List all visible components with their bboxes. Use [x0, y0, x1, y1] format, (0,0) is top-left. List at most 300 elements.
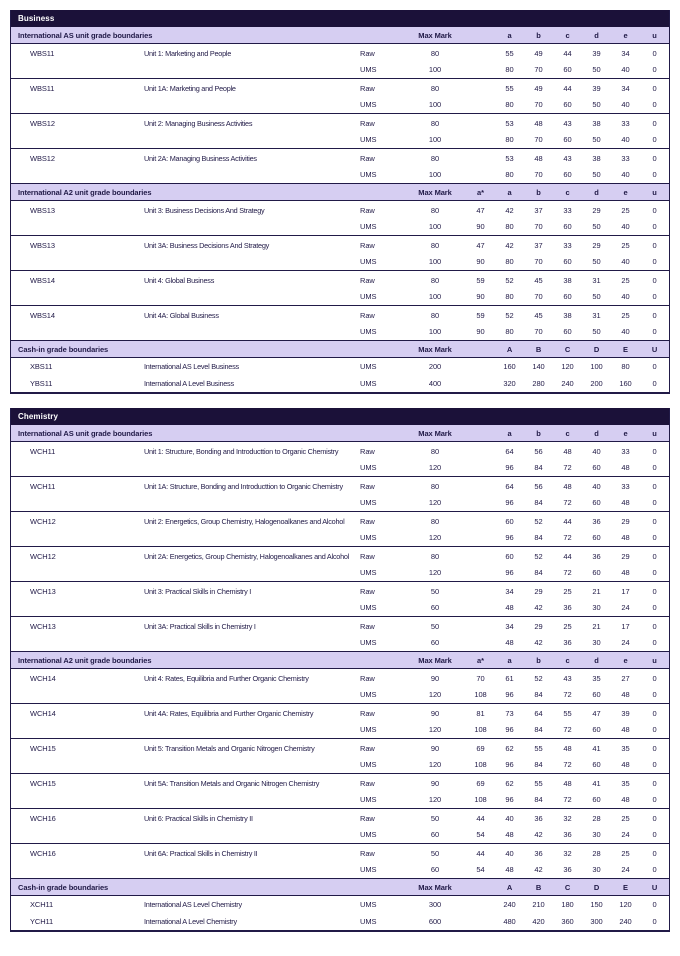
max-mark-label: Max Mark: [418, 655, 452, 665]
unit-group: [11, 617, 669, 652]
unit-code: WCH11: [30, 446, 56, 456]
cash-row: [11, 375, 669, 392]
grade-value: 70: [534, 169, 543, 179]
max-mark-value: 300: [428, 900, 442, 909]
grade-value: 38: [592, 118, 601, 128]
grade-column-header: b: [536, 30, 541, 40]
unit-code: WBS11: [30, 48, 55, 58]
mark-type: UMS: [360, 724, 377, 734]
grade-tables: [10, 10, 670, 932]
mark-type: Raw: [360, 708, 375, 718]
grade-value: 0: [652, 689, 657, 699]
max-mark-value: 120: [428, 567, 442, 577]
grade-column-header: e: [623, 428, 628, 438]
grade-value: 28: [592, 848, 601, 858]
grade-column-header: a*: [477, 187, 484, 197]
section-band: [11, 425, 669, 442]
mark-type: Raw: [360, 446, 375, 456]
grade-value: 0: [652, 829, 657, 839]
mark-type: Raw: [360, 205, 375, 215]
grade-value: 60: [563, 99, 572, 109]
grade-column-header: b: [536, 428, 541, 438]
unit-row: [11, 686, 669, 702]
max-mark-value: 90: [430, 708, 440, 718]
grade-value: 0: [652, 275, 657, 285]
grade-value: 34: [505, 621, 514, 631]
grade-value: 39: [592, 48, 601, 58]
grade-value: 210: [532, 900, 545, 909]
grade-value: 25: [621, 205, 630, 215]
grade-value: 0: [652, 169, 657, 179]
unit-title: Unit 1: Marketing and People: [144, 48, 232, 58]
unit-group: [11, 236, 669, 271]
grade-value: 61: [505, 673, 514, 683]
max-mark-value: 50: [430, 813, 440, 823]
grade-value: 96: [505, 794, 514, 804]
grade-value: 44: [563, 48, 572, 58]
unit-row: [11, 861, 669, 877]
grade-value: 33: [621, 118, 630, 128]
max-mark-value: 400: [428, 379, 442, 388]
mark-type: UMS: [360, 379, 377, 388]
grade-value: 25: [621, 848, 630, 858]
grade-value: 27: [621, 673, 630, 683]
grade-value: 44: [563, 551, 572, 561]
grade-value: 48: [534, 118, 543, 128]
grade-column-header: c: [565, 428, 570, 438]
mark-type: Raw: [360, 673, 375, 683]
unit-row: [11, 791, 669, 807]
grade-value: 50: [592, 99, 601, 109]
unit-group: [11, 896, 669, 913]
grade-value: 0: [652, 291, 657, 301]
grade-value: 35: [592, 673, 601, 683]
unit-group: [11, 114, 669, 149]
grade-column-header: a: [507, 655, 512, 665]
grade-value: 72: [563, 689, 572, 699]
max-mark-value: 50: [430, 586, 440, 596]
grade-value: 300: [590, 917, 603, 926]
unit-code: WCH16: [30, 813, 56, 823]
max-mark-value: 120: [428, 794, 442, 804]
grade-value: 33: [563, 205, 572, 215]
unit-code: WBS14: [30, 275, 55, 285]
section-band: [11, 879, 669, 896]
section-title: International AS unit grade boundaries: [18, 428, 153, 438]
max-mark-value: 90: [430, 673, 440, 683]
max-mark-value: 50: [430, 848, 440, 858]
unit-code: WCH15: [30, 743, 56, 753]
grade-column-header: a: [507, 428, 512, 438]
mark-type: UMS: [360, 362, 377, 371]
grade-value: 62: [505, 743, 514, 753]
grade-value: 29: [621, 516, 630, 526]
max-mark-value: 80: [430, 516, 440, 526]
grade-value: 60: [563, 64, 572, 74]
grade-column-header: e: [623, 30, 628, 40]
grade-value: 48: [563, 743, 572, 753]
grade-value: 48: [505, 864, 514, 874]
grade-value: 84: [534, 724, 543, 734]
unit-group: [11, 306, 669, 341]
grade-value: 60: [505, 551, 514, 561]
grade-value: 54: [476, 829, 485, 839]
grade-value: 36: [592, 551, 601, 561]
grade-value: 21: [592, 586, 601, 596]
unit-group: [11, 271, 669, 306]
grade-value: 0: [652, 99, 657, 109]
mark-type: Raw: [360, 240, 375, 250]
grade-value: 280: [532, 379, 545, 388]
max-mark-value: 100: [428, 326, 442, 336]
max-mark-value: 120: [428, 724, 442, 734]
grade-value: 35: [621, 778, 630, 788]
unit-row: [11, 80, 669, 96]
grade-value: 43: [563, 673, 572, 683]
grade-value: 48: [563, 446, 572, 456]
unit-row: [11, 237, 669, 253]
grade-value: 39: [592, 83, 601, 93]
mark-type: UMS: [360, 497, 377, 507]
grade-value: 0: [652, 759, 657, 769]
grade-value: 0: [652, 778, 657, 788]
grade-column-header: B: [535, 344, 542, 354]
unit-row: [11, 272, 669, 288]
grade-value: 0: [652, 326, 657, 336]
unit-row: [11, 96, 669, 112]
grade-column-header: u: [652, 30, 657, 40]
grade-value: 60: [592, 497, 601, 507]
grade-value: 40: [505, 848, 514, 858]
grade-column-header: U: [651, 882, 658, 892]
grade-value: 480: [503, 917, 516, 926]
grade-value: 90: [476, 256, 485, 266]
max-mark-value: 120: [428, 759, 442, 769]
grade-value: 60: [592, 532, 601, 542]
grade-value: 72: [563, 567, 572, 577]
unit-row: [11, 202, 669, 218]
grade-value: 70: [534, 326, 543, 336]
grade-value: 90: [476, 221, 485, 231]
grade-value: 0: [652, 864, 657, 874]
unit-title: Unit 1A: Marketing and People: [144, 83, 236, 93]
grade-value: 0: [652, 153, 657, 163]
max-mark-value: 200: [428, 362, 442, 371]
grade-value: 33: [563, 240, 572, 250]
grade-column-header: D: [593, 882, 600, 892]
grade-column-header: D: [593, 344, 600, 354]
max-mark-label: Max Mark: [418, 187, 452, 197]
grade-value: 40: [505, 813, 514, 823]
section-band: [11, 341, 669, 358]
grade-value: 32: [563, 848, 572, 858]
grade-column-header: A: [506, 344, 513, 354]
mark-type: Raw: [360, 621, 375, 631]
grade-value: 49: [534, 48, 543, 58]
unit-title: Unit 2A: Energetics, Group Chemistry, Halogenoalkanes and Alcohol: [144, 551, 350, 561]
grade-value: 80: [505, 64, 514, 74]
grade-value: 21: [592, 621, 601, 631]
max-mark-value: 100: [428, 169, 442, 179]
grade-value: 45: [534, 275, 543, 285]
grade-value: 0: [652, 724, 657, 734]
grade-column-header: a: [507, 187, 512, 197]
grade-value: 48: [621, 724, 630, 734]
max-mark-label: Max Mark: [418, 428, 452, 438]
grade-value: 0: [652, 743, 657, 753]
unit-row: [11, 721, 669, 737]
grade-value: 48: [621, 567, 630, 577]
unit-title: Unit 2: Managing Business Activities: [144, 118, 253, 128]
max-mark-label: Max Mark: [418, 882, 452, 892]
grade-value: 48: [534, 153, 543, 163]
grade-value: 69: [476, 778, 485, 788]
grade-value: 0: [652, 900, 657, 909]
grade-value: 70: [534, 134, 543, 144]
max-mark-value: 50: [430, 621, 440, 631]
grade-column-header: d: [594, 428, 599, 438]
grade-value: 84: [534, 689, 543, 699]
grade-value: 25: [621, 240, 630, 250]
max-mark-value: 80: [430, 481, 440, 491]
grade-column-header: E: [623, 882, 628, 892]
unit-row: [11, 845, 669, 861]
grade-value: 73: [505, 708, 514, 718]
mark-type: Raw: [360, 743, 375, 753]
grade-value: 0: [652, 256, 657, 266]
grade-value: 69: [476, 743, 485, 753]
grade-value: 36: [563, 829, 572, 839]
grade-value: 60: [563, 169, 572, 179]
mark-type: UMS: [360, 689, 377, 699]
grade-column-header: u: [652, 655, 657, 665]
grade-value: 40: [592, 481, 601, 491]
unit-row: [11, 131, 669, 147]
max-mark-value: 80: [430, 275, 440, 285]
unit-code: YBS11: [30, 379, 53, 388]
mark-type: UMS: [360, 64, 377, 74]
unit-title: Unit 1A: Structure, Bonding and Introducttion to Organic Chemistry: [144, 481, 343, 491]
max-mark-value: 100: [428, 99, 442, 109]
unit-title: Unit 4: Rates, Equilibria and Further Organic Chemistry: [144, 673, 309, 683]
grade-value: 72: [563, 462, 572, 472]
max-mark-value: 100: [428, 64, 442, 74]
grade-value: 120: [561, 362, 574, 371]
grade-value: 72: [563, 759, 572, 769]
grade-column-header: C: [564, 882, 571, 892]
grade-value: 34: [505, 586, 514, 596]
grade-value: 160: [619, 379, 632, 388]
grade-value: 50: [592, 291, 601, 301]
grade-value: 80: [621, 362, 630, 371]
unit-row: [11, 115, 669, 131]
unit-title: Unit 2A: Managing Business Activities: [144, 153, 257, 163]
max-mark-value: 100: [428, 221, 442, 231]
mark-type: UMS: [360, 917, 377, 926]
section-title: Cash-in grade boundaries: [18, 882, 109, 892]
unit-title: Unit 3A: Business Decisions And Strategy: [144, 240, 270, 250]
grade-value: 60: [563, 134, 572, 144]
unit-code: WCH16: [30, 848, 56, 858]
grade-value: 30: [592, 864, 601, 874]
grade-value: 42: [534, 829, 543, 839]
grade-value: 43: [563, 153, 572, 163]
cash-row: [11, 913, 669, 930]
grade-value: 60: [592, 567, 601, 577]
grade-value: 45: [534, 310, 543, 320]
unit-row: [11, 670, 669, 686]
unit-title: Unit 5A: Transition Metals and Organic Nitrogen Chemistry: [144, 778, 320, 788]
unit-row: [11, 253, 669, 269]
unit-row: [11, 826, 669, 842]
grade-value: 29: [592, 205, 601, 215]
grade-value: 60: [505, 516, 514, 526]
unit-group: [11, 704, 669, 739]
grade-value: 34: [621, 48, 630, 58]
grade-value: 52: [505, 275, 514, 285]
grade-value: 60: [592, 689, 601, 699]
unit-row: [11, 564, 669, 580]
mark-type: UMS: [360, 794, 377, 804]
grade-value: 80: [505, 221, 514, 231]
unit-group: [11, 201, 669, 236]
grade-value: 53: [505, 118, 514, 128]
mark-type: UMS: [360, 134, 377, 144]
max-mark-value: 60: [430, 864, 440, 874]
max-mark-value: 80: [430, 446, 440, 456]
grade-value: 0: [652, 848, 657, 858]
unit-title: Unit 4: Global Business: [144, 275, 215, 285]
grade-value: 48: [621, 532, 630, 542]
grade-value: 84: [534, 794, 543, 804]
unit-row: [11, 634, 669, 650]
grade-column-header: d: [594, 187, 599, 197]
grade-value: 90: [476, 326, 485, 336]
grade-value: 55: [505, 48, 514, 58]
grade-value: 120: [619, 900, 632, 909]
grade-value: 62: [505, 778, 514, 788]
grade-value: 52: [534, 516, 543, 526]
grade-value: 0: [652, 205, 657, 215]
grade-value: 64: [534, 708, 543, 718]
grade-value: 48: [621, 794, 630, 804]
grade-value: 39: [621, 708, 630, 718]
grade-value: 29: [534, 621, 543, 631]
grade-value: 33: [621, 446, 630, 456]
cash-row: [11, 358, 669, 375]
grade-value: 42: [534, 864, 543, 874]
grade-column-header: C: [564, 344, 571, 354]
grade-value: 84: [534, 462, 543, 472]
unit-code: WCH13: [30, 621, 56, 631]
unit-title: Unit 3: Practical Skills in Chemistry I: [144, 586, 252, 596]
grade-value: 0: [652, 621, 657, 631]
grade-value: 48: [621, 689, 630, 699]
grade-value: 48: [505, 637, 514, 647]
grade-value: 30: [592, 602, 601, 612]
grade-value: 70: [534, 221, 543, 231]
unit-title: Unit 4A: Global Business: [144, 310, 219, 320]
grade-column-header: c: [565, 30, 570, 40]
cash-row: [11, 896, 669, 913]
mark-type: UMS: [360, 532, 377, 542]
unit-title: International AS Level Chemistry: [144, 900, 242, 909]
unit-title: Unit 6A: Practical Skills in Chemistry II: [144, 848, 258, 858]
grade-value: 55: [505, 83, 514, 93]
grade-value: 42: [505, 240, 514, 250]
grade-value: 48: [505, 602, 514, 612]
grade-value: 36: [534, 813, 543, 823]
grade-value: 240: [619, 917, 632, 926]
grade-value: 41: [592, 778, 601, 788]
grade-value: 50: [592, 256, 601, 266]
mark-type: Raw: [360, 551, 375, 561]
grade-value: 0: [652, 362, 657, 371]
grade-value: 60: [592, 462, 601, 472]
grade-value: 64: [505, 446, 514, 456]
grade-value: 84: [534, 567, 543, 577]
unit-code: WBS13: [30, 240, 55, 250]
mark-type: UMS: [360, 900, 377, 909]
grade-value: 32: [563, 813, 572, 823]
grade-value: 48: [621, 759, 630, 769]
grade-value: 0: [652, 794, 657, 804]
grade-value: 240: [503, 900, 516, 909]
unit-group: [11, 809, 669, 844]
unit-group: [11, 774, 669, 809]
grade-value: 40: [621, 291, 630, 301]
unit-group: [11, 442, 669, 477]
grade-value: 50: [592, 134, 601, 144]
mark-type: Raw: [360, 813, 375, 823]
grade-column-header: b: [536, 187, 541, 197]
grade-column-header: e: [623, 187, 628, 197]
grade-value: 24: [621, 829, 630, 839]
grade-value: 55: [534, 743, 543, 753]
unit-row: [11, 288, 669, 304]
grade-value: 35: [621, 743, 630, 753]
grade-value: 31: [592, 310, 601, 320]
grade-value: 80: [505, 169, 514, 179]
grade-value: 240: [561, 379, 574, 388]
grade-value: 0: [652, 134, 657, 144]
grade-value: 96: [505, 759, 514, 769]
grade-value: 0: [652, 917, 657, 926]
grade-column-header: d: [594, 655, 599, 665]
grade-value: 200: [590, 379, 603, 388]
grade-value: 36: [534, 848, 543, 858]
unit-row: [11, 494, 669, 510]
unit-row: [11, 513, 669, 529]
grade-value: 96: [505, 724, 514, 734]
max-mark-value: 100: [428, 134, 442, 144]
section-title: International A2 unit grade boundaries: [18, 187, 152, 197]
section-title: Cash-in grade boundaries: [18, 344, 109, 354]
unit-code: WBS12: [30, 118, 55, 128]
grade-value: 33: [621, 481, 630, 491]
grade-value: 31: [592, 275, 601, 285]
grade-value: 70: [534, 64, 543, 74]
unit-code: WCH15: [30, 778, 56, 788]
unit-group: [11, 669, 669, 704]
grade-value: 40: [621, 64, 630, 74]
grade-value: 52: [505, 310, 514, 320]
grade-value: 48: [505, 829, 514, 839]
unit-row: [11, 45, 669, 61]
max-mark-value: 100: [428, 291, 442, 301]
grade-value: 50: [592, 221, 601, 231]
grade-value: 420: [532, 917, 545, 926]
